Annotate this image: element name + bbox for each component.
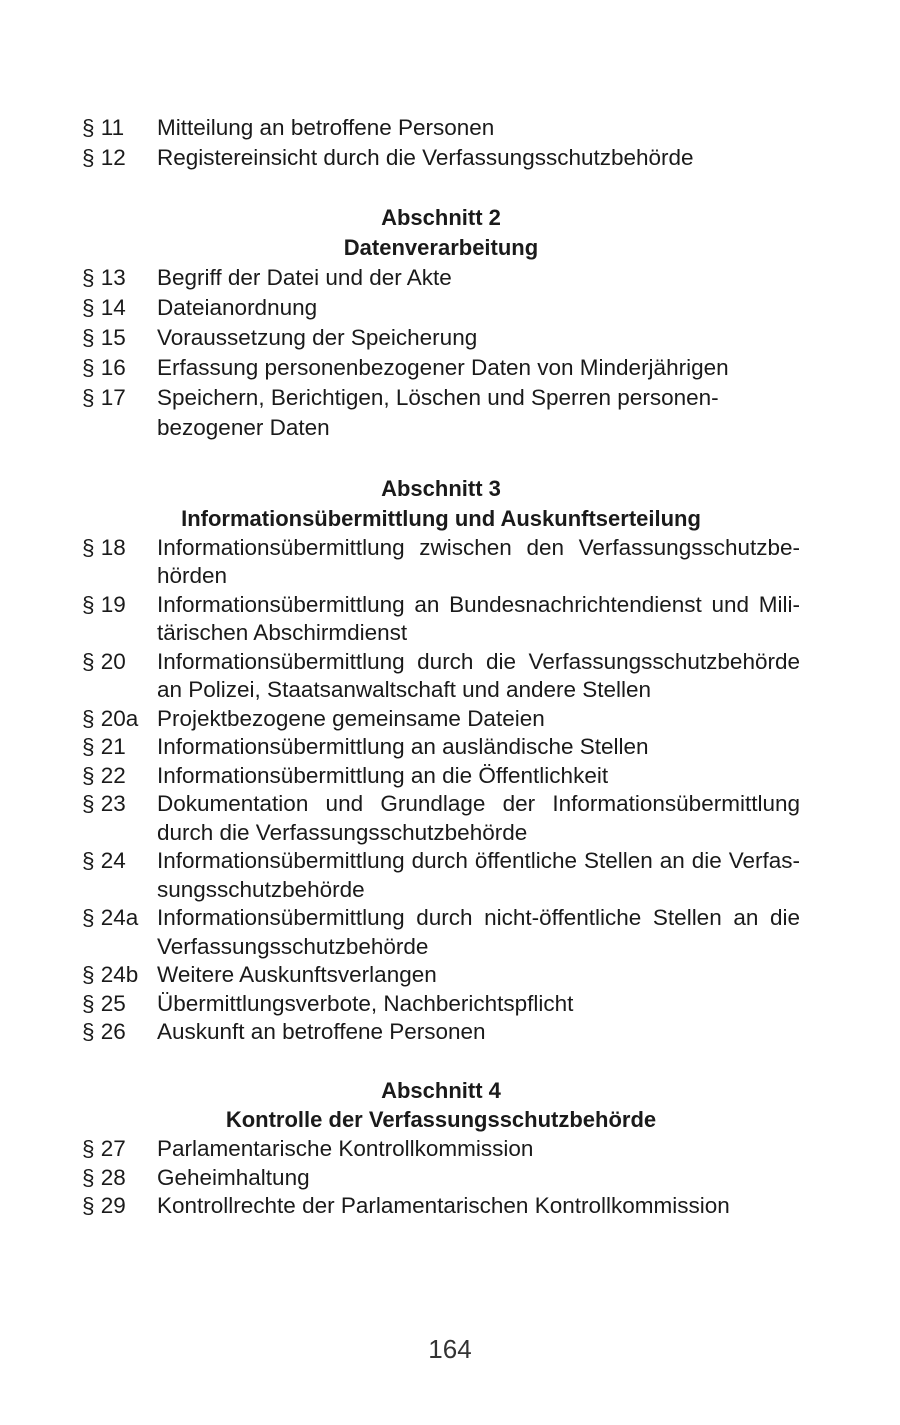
entry-title: Informationsübermittlung durch öffentliche Stellen an die Verfas-sungsschutzbehörde — [157, 848, 800, 902]
section-label: Abschnitt 4 — [381, 1077, 501, 1103]
paragraph-number: § 14 — [82, 295, 126, 320]
entry-title: Informationsübermittlung an die Öffentlichkeit — [157, 762, 609, 788]
paragraph-number: § 29 — [82, 1193, 126, 1218]
toc-entry — [82, 1192, 800, 1221]
table-of-contents — [82, 113, 800, 1221]
toc-entry — [82, 961, 800, 990]
entry-title: Mitteilung an betroffene Personen — [157, 115, 495, 140]
entry-title: Kontrollrechte der Parlamentarischen Kontrollkommission — [157, 1193, 730, 1218]
toc-entry — [82, 383, 800, 443]
entry-title: Informationsübermittlung an ausländische Stellen — [157, 734, 649, 759]
section-label: Abschnitt 2 — [381, 205, 501, 230]
entry-title: Parlamentarische Kontrollkommission — [157, 1136, 534, 1161]
paragraph-number: § 16 — [82, 355, 126, 380]
paragraph-number: § 19 — [82, 591, 126, 617]
toc-entry — [82, 1135, 800, 1164]
paragraph-number: § 25 — [82, 990, 126, 1016]
section-2-header — [82, 203, 800, 263]
paragraph-number: § 24 — [82, 848, 126, 873]
paragraph-number: § 28 — [82, 1164, 126, 1190]
toc-entry — [82, 591, 800, 648]
paragraph-number: § 24a — [82, 905, 139, 930]
section-heading: Datenverarbeitung — [343, 235, 539, 260]
toc-entry — [82, 790, 800, 847]
toc-entry — [82, 733, 800, 762]
toc-entry — [82, 113, 800, 143]
toc-entry — [82, 143, 800, 173]
paragraph-number: § 22 — [82, 762, 126, 788]
paragraph-number: § 24b — [82, 962, 139, 987]
entry-title: Informationsübermittlung durch nicht-öffentliche Stellen an die Verfassungsschutzbehörde — [157, 905, 800, 959]
paragraph-number: § 20a — [82, 705, 139, 731]
entry-title: Informationsübermittlung zwischen den Verfassungsschutzbe-hörden — [157, 534, 800, 588]
paragraph-number: § 27 — [82, 1136, 126, 1161]
entry-title: Speichern, Berichtigen, Löschen und Sperren personen-bezogener Daten — [157, 385, 719, 440]
toc-entry — [82, 323, 800, 353]
section-heading: Informationsübermittlung und Auskunftserteilung — [181, 505, 701, 531]
entry-title: Dateianordnung — [157, 295, 318, 320]
section-label: Abschnitt 3 — [381, 476, 501, 501]
paragraph-number: § 26 — [82, 1019, 126, 1044]
entry-title: Projektbezogene gemeinsame Dateien — [157, 705, 545, 731]
paragraph-number: § 11 — [82, 115, 125, 140]
entry-title: Informationsübermittlung durch die Verfassungsschutzbehörde an Polizei, Staatsanwaltschaft und andere Stellen — [157, 648, 800, 702]
toc-entry — [82, 1164, 800, 1193]
toc-entry — [82, 1018, 800, 1047]
paragraph-number: § 23 — [82, 791, 126, 816]
entry-title: Übermittlungsverbote, Nachberichtspflicht — [157, 990, 574, 1016]
entry-title: Weitere Auskunftsverlangen — [157, 962, 437, 987]
toc-entry — [82, 904, 800, 961]
entry-title: Auskunft an betroffene Personen — [157, 1019, 486, 1044]
entry-title: Erfassung personenbezogener Daten von Minderjährigen — [157, 355, 729, 380]
section-3-header — [82, 475, 800, 534]
toc-entry — [82, 705, 800, 734]
entry-title: Voraussetzung der Speicherung — [157, 325, 478, 350]
paragraph-number: § 18 — [82, 534, 126, 560]
toc-entry — [82, 534, 800, 591]
toc-entry — [82, 263, 800, 293]
entry-title: Begriff der Datei und der Akte — [157, 265, 452, 290]
paragraph-number: § 17 — [82, 385, 126, 410]
toc-entry — [82, 847, 800, 904]
paragraph-number: § 12 — [82, 145, 126, 170]
entry-title: Dokumentation und Grundlage der Informationsübermittlung durch die Verfassungsschutzbehörde — [157, 791, 800, 845]
toc-entry — [82, 648, 800, 705]
toc-entry — [82, 353, 800, 383]
paragraph-number: § 21 — [82, 734, 126, 759]
entry-title: Geheimhaltung — [157, 1164, 310, 1190]
section-heading: Kontrolle der Verfassungsschutzbehörde — [225, 1107, 657, 1132]
paragraph-number: § 20 — [82, 648, 126, 674]
entry-title: Informationsübermittlung an Bundesnachrichtendienst und Mili-tärischen Abschirmdienst — [157, 591, 800, 645]
toc-entry — [82, 293, 800, 323]
paragraph-number: § 13 — [82, 265, 126, 290]
page-number: 164 — [428, 1334, 472, 1364]
paragraph-number: § 15 — [82, 325, 126, 350]
toc-entry — [82, 762, 800, 791]
section-4-header — [82, 1077, 800, 1136]
entry-title: Registereinsicht durch die Verfassungsschutzbehörde — [157, 145, 694, 170]
toc-entry — [82, 990, 800, 1019]
